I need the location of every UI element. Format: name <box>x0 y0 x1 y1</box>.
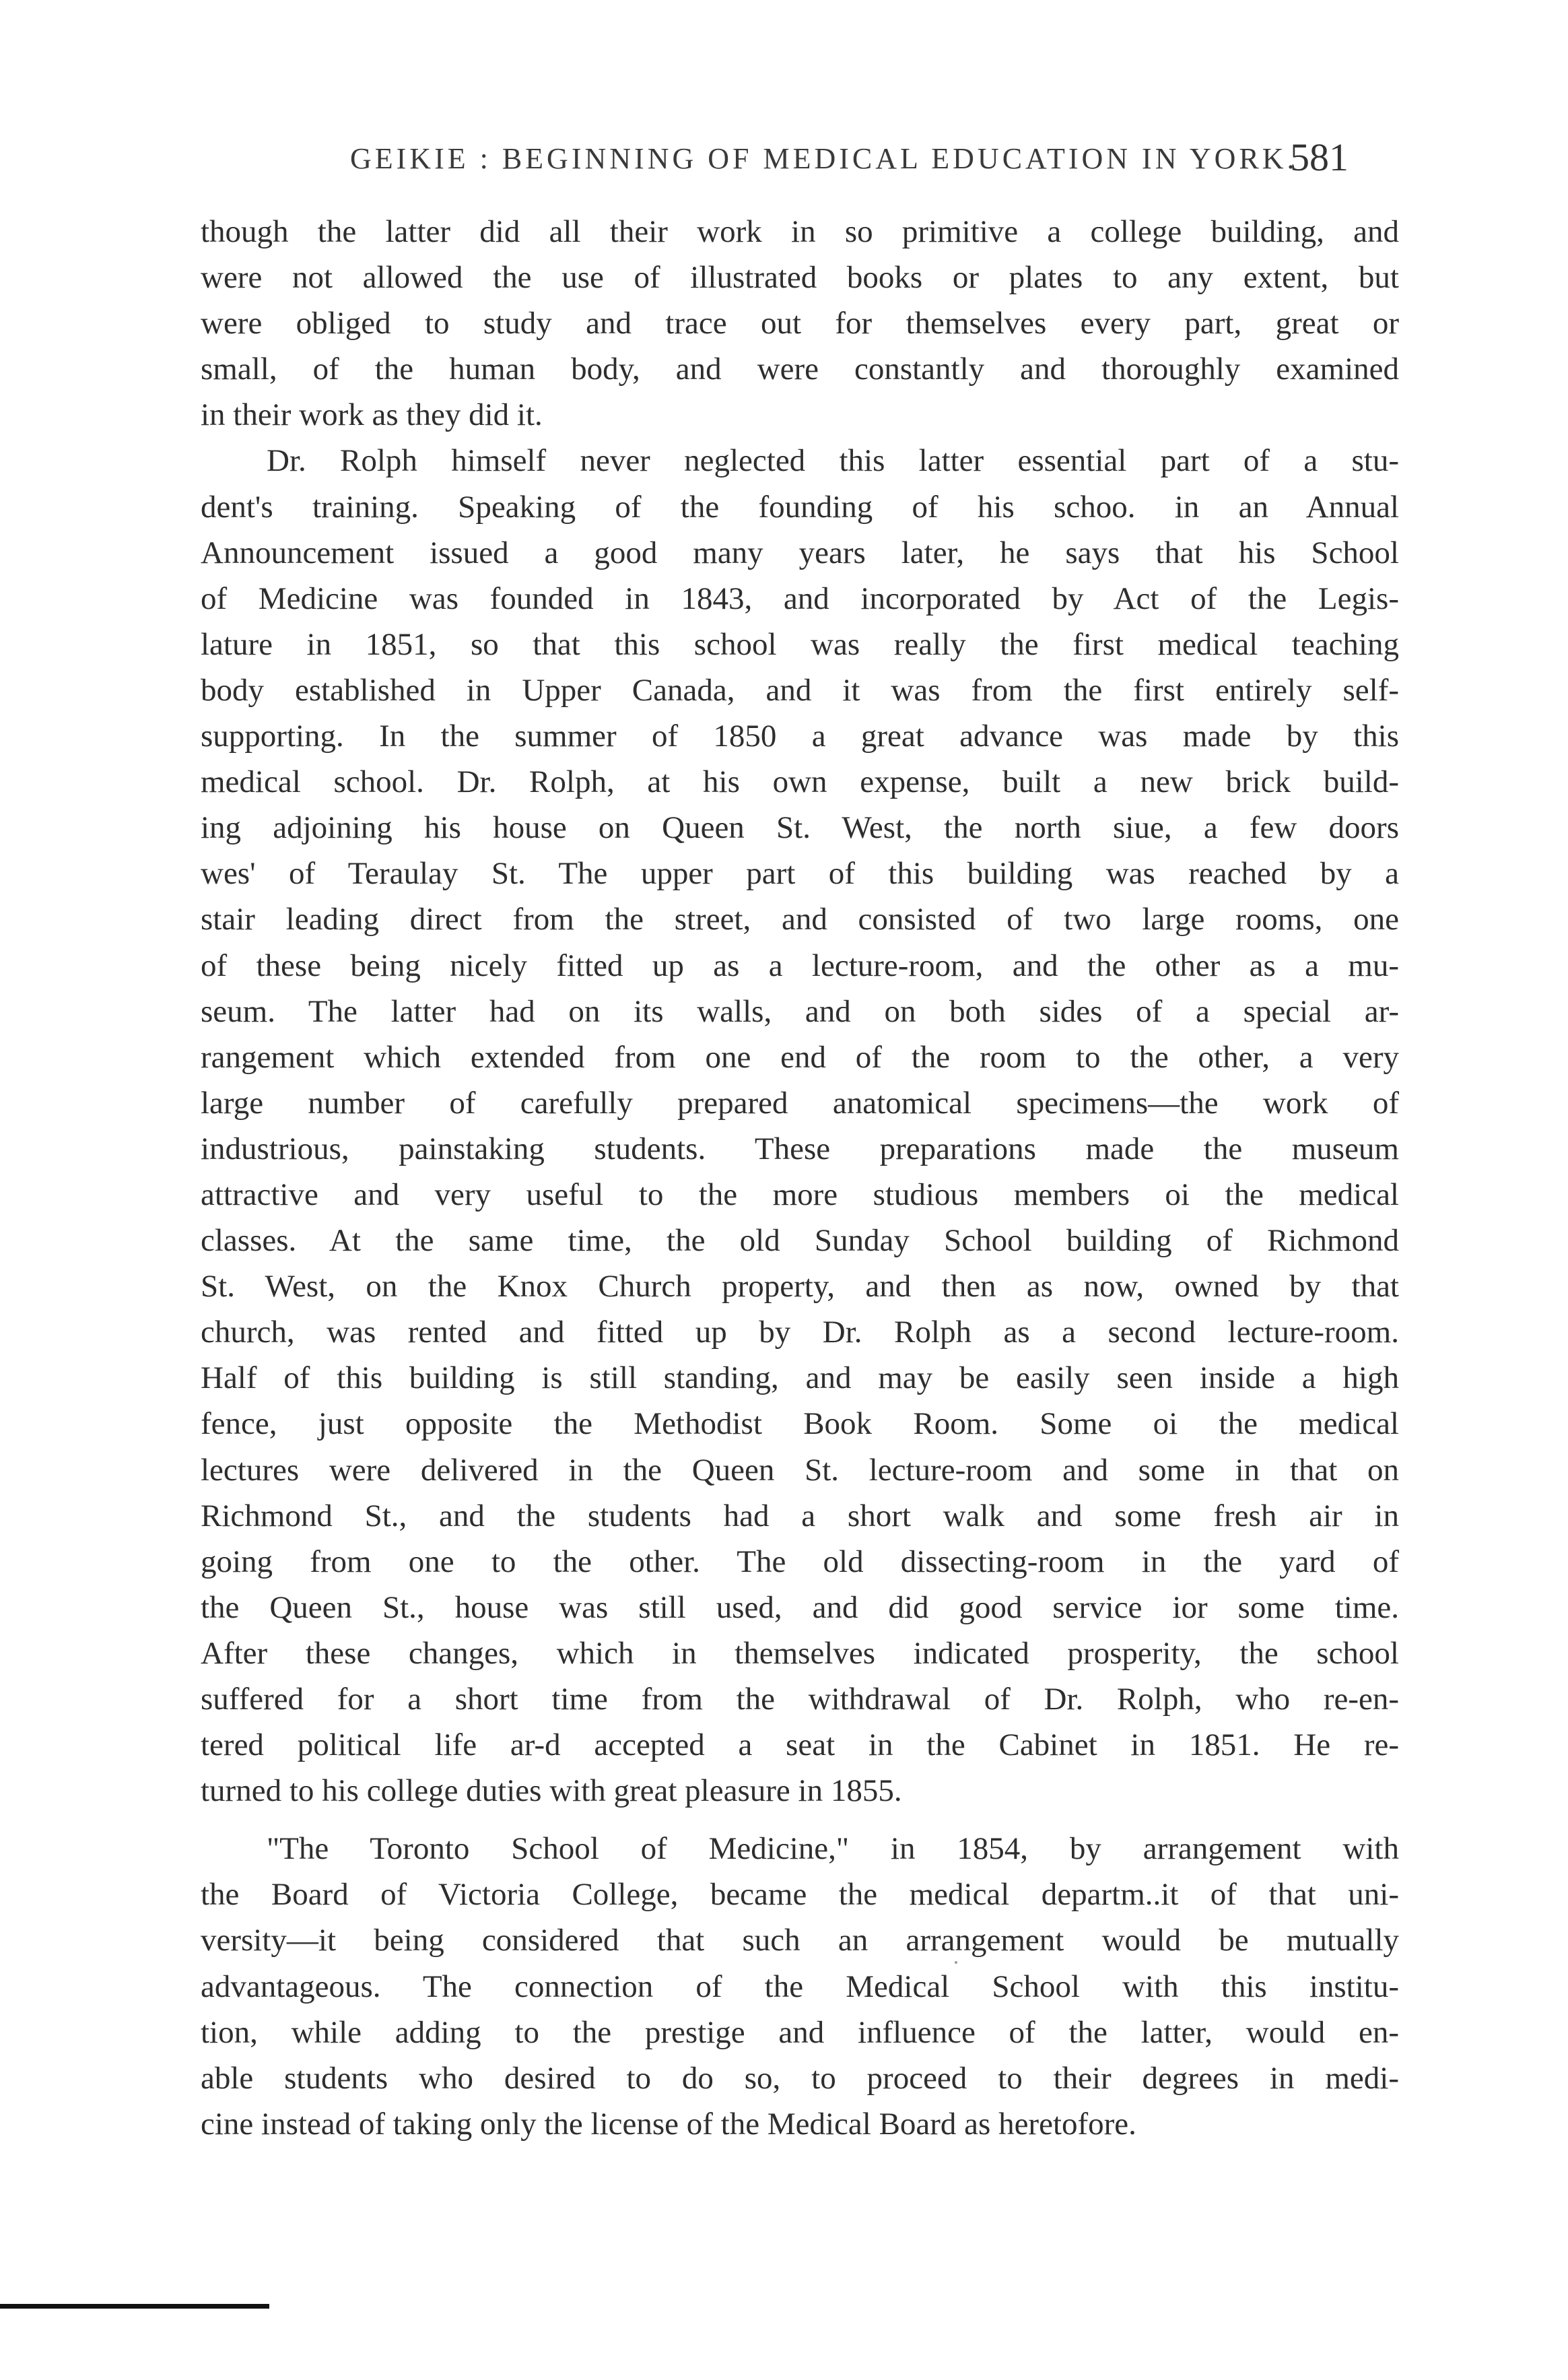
text-line: in their work as they did it. <box>201 397 543 433</box>
paragraph-1 <box>201 209 1399 438</box>
text-line: church, was rented and fitted up by Dr. Rolph as a second lecture-room. <box>201 1315 1399 1350</box>
text-line: fence, just opposite the Methodist Book Room. Some oi the medical <box>201 1406 1399 1442</box>
text-line: Half of this building is still standing, and may be easily seen inside a high <box>201 1360 1399 1396</box>
paragraph-2 <box>201 438 1399 1814</box>
text-line: though the latter did all their work in so primitive a college building, and <box>201 214 1399 249</box>
text-line: industrious, painstaking students. These preparations made the museum <box>201 1131 1399 1166</box>
text-line: attractive and very useful to the more studious members oi the medical <box>201 1177 1399 1212</box>
page-number: 581 <box>1290 135 1349 179</box>
text-line: Dr. Rolph himself never neglected this latter essential part of a stu- <box>267 443 1399 479</box>
text-line: lectures were delivered in the Queen St. lecture-room and some in that on <box>201 1452 1399 1488</box>
text-line: going from one to the other. The old dissecting-room in the yard of <box>201 1544 1399 1579</box>
text-line: dent's training. Speaking of the founding of his schoo. in an Annual <box>201 489 1399 525</box>
text-line: were not allowed the use of illustrated books or plates to any extent, but <box>201 260 1399 296</box>
text-line: "The Toronto School of Medicine," in 1854, by arrangement with <box>267 1831 1399 1867</box>
text-line: advantageous. The connection of the Medical School with this institu- <box>201 1969 1399 2004</box>
text-line: Richmond St., and the students had a short walk and some fresh air in <box>201 1498 1399 1533</box>
scan-edge-rule <box>0 2304 269 2309</box>
body-text <box>201 209 1399 2147</box>
text-line: wes' of Teraulay St. The upper part of this building was reached by a <box>201 856 1399 892</box>
text-line: of these being nicely fitted up as a lecture-room, and the other as a mu- <box>201 948 1399 983</box>
text-line: the Board of Victoria College, became the medical departm..it of that uni- <box>201 1877 1399 1913</box>
text-line: supporting. In the summer of 1850 a great advance was made by this <box>201 719 1399 754</box>
text-line: small, of the human body, and were constantly and thoroughly examined <box>201 352 1399 387</box>
paragraph-3 <box>201 1826 1399 2147</box>
text-line: body established in Upper Canada, and it was from the first entirely self- <box>201 672 1399 708</box>
running-head: GEIKIE : BEGINNING OF MEDICAL EDUCATION IN YORK. <box>350 142 1298 175</box>
text-line: rangement which extended from one end of the room to the other, a very <box>201 1039 1399 1075</box>
paragraph-gap <box>201 1814 1399 1826</box>
text-line: cine instead of taking only the license of the Medical Board as heretofore. <box>201 2106 1136 2142</box>
text-line: tered political life ar-d accepted a seat in the Cabinet in 1851. He re- <box>201 1727 1399 1763</box>
text-line: versity—it being considered that such an arrangement would be mutually <box>201 1923 1399 1958</box>
text-line: tion, while adding to the prestige and influence of the latter, would en- <box>201 2014 1399 2050</box>
text-line: classes. At the same time, the old Sunday School building of Richmond <box>201 1223 1399 1259</box>
text-line: medical school. Dr. Rolph, at his own expense, built a new brick build- <box>201 764 1399 800</box>
text-line: of Medicine was founded in 1843, and incorporated by Act of the Legis- <box>201 581 1399 616</box>
text-line: the Queen St., house was still used, and did good service ior some time. <box>201 1589 1399 1625</box>
text-line: ing adjoining his house on Queen St. West, the north siue, a few doors <box>201 810 1399 846</box>
text-line: Announcement issued a good many years later, he says that his School <box>201 535 1399 570</box>
text-line: seum. The latter had on its walls, and on both sides of a special ar- <box>201 993 1399 1029</box>
text-line: able students who desired to do so, to proceed to their degrees in medi- <box>201 2060 1399 2096</box>
text-line: large number of carefully prepared anatomical specimens—the work of <box>201 1085 1399 1121</box>
text-line: stair leading direct from the street, and consisted of two large rooms, one <box>201 902 1399 937</box>
text-line: turned to his college duties with great pleasure in 1855. <box>201 1773 902 1809</box>
text-line: were obliged to study and trace out for themselves every part, great or <box>201 306 1399 341</box>
text-line: suffered for a short time from the withdrawal of Dr. Rolph, who re-en- <box>201 1682 1399 1717</box>
text-line: After these changes, which in themselves indicated prosperity, the school <box>201 1635 1399 1671</box>
text-line: lature in 1851, so that this school was really the first medical teaching <box>201 626 1399 662</box>
scan-speck <box>955 1961 957 1964</box>
text-line: St. West, on the Knox Church property, and then as now, owned by that <box>201 1269 1399 1304</box>
